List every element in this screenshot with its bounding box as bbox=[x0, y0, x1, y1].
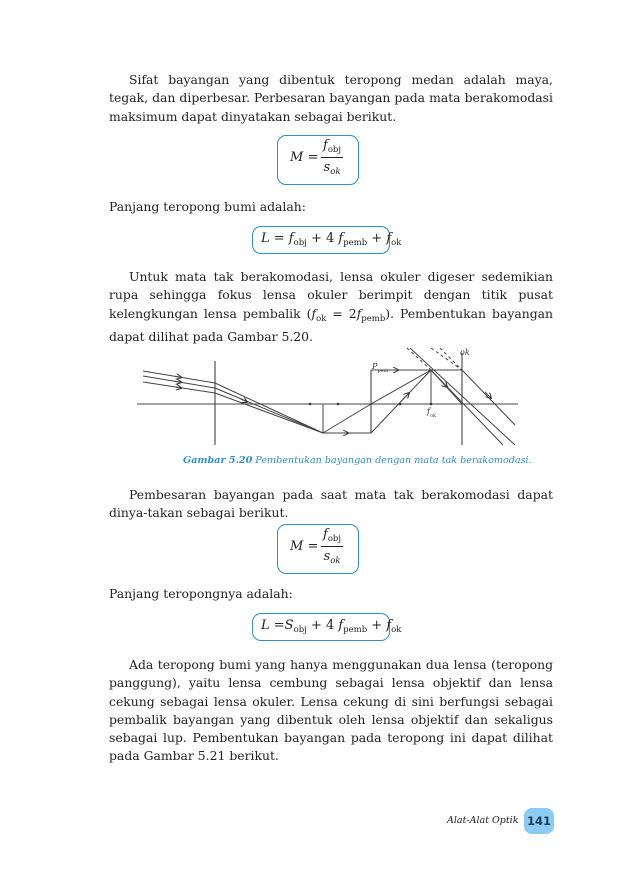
equation-length-box bbox=[252, 226, 402, 254]
fraction-denominator: s bbox=[323, 549, 331, 564]
equation-fraction bbox=[321, 527, 343, 566]
figure-ray-diagram bbox=[135, 343, 520, 448]
focal-point bbox=[430, 403, 433, 406]
page-number-badge: 141 bbox=[524, 808, 554, 834]
incident-rays bbox=[143, 348, 515, 445]
equation-magnification-box bbox=[277, 135, 359, 185]
paragraph-magnification-unaccommodated: Pembesaran bayangan pada saat mata tak berakomodasi dapat dinya-takan sebagai berikut. bbox=[109, 487, 553, 521]
footer-chapter-title: Alat-Alat Optik bbox=[447, 815, 519, 826]
paragraph-length-label-2: Panjang teropongnya adalah: bbox=[109, 586, 293, 601]
focal-point bbox=[399, 403, 402, 406]
equation-magnification-box-2 bbox=[277, 524, 359, 574]
fraction-numerator: f bbox=[323, 138, 328, 153]
paragraph-length-label: Panjang teropong bumi adalah: bbox=[109, 199, 306, 214]
label-p-pemb: $P_{pem}$ bbox=[372, 362, 389, 374]
denominator-subscript: ok bbox=[330, 167, 341, 177]
equation-lhs: M = bbox=[290, 539, 319, 554]
numerator-subscript: obj bbox=[327, 534, 342, 544]
equation-lhs: M = bbox=[290, 150, 319, 165]
fraction-numerator: f bbox=[323, 527, 328, 542]
paragraph-intro: Sifat bayangan yang dibentuk teropong medan adalah maya, tegak, dan diperbesar. Perbesaran bayangan pada mata berakomodasi maksimum dapat dinyatakan sebagai berikut. bbox=[109, 72, 553, 124]
focal-point bbox=[309, 403, 312, 406]
equation-fraction bbox=[321, 138, 343, 177]
numerator-subscript: obj bbox=[327, 145, 342, 155]
equation-length-box-2 bbox=[252, 613, 402, 641]
equation-length: $L =S_{obj} + 4$ $f_{pemb} + f_{ok}$ bbox=[261, 618, 402, 635]
paragraph-galilean-telescope: Ada teropong bumi yang hanya menggunakan dua lensa (teropong panggung), yaitu lensa cembung sebagai lensa objektif dan lensa cekung sebagai lensa okuler. Lensa cekung di sini berfungsi sebagai pembalik bayangan yang dibentuk oleh lensa objektif dan sekaligus sebagai lup. Pembentukan bayangan pada teropong ini dapat dilihat pada Gambar 5.21 berikut. bbox=[109, 657, 553, 764]
label-ok: ok bbox=[460, 348, 470, 357]
equation-length: $L = f_{obj} + 4$ $f_{pemb} + f_{ok}$ bbox=[261, 231, 402, 248]
fraction-denominator: s bbox=[323, 160, 331, 175]
denominator-subscript: ok bbox=[330, 556, 341, 566]
figure-caption: Gambar 5.20 Pembentukan bayangan dengan mata tak berakomodasi. bbox=[183, 455, 532, 466]
label-f-ok: $f_{ok}$ bbox=[427, 407, 437, 419]
focal-point bbox=[337, 403, 340, 406]
paragraph-unaccommodated: Untuk mata tak berakomodasi, lensa okuler digeser sedemikian rupa sehingga fokus lensa okuler berimpit dengan titik pusat kelengkungan lensa pembalik $(f_{ok} = 2f_{pemb})$. Pembentukan bayangan dapat dilihat pada Gambar 5.20. bbox=[109, 269, 553, 344]
